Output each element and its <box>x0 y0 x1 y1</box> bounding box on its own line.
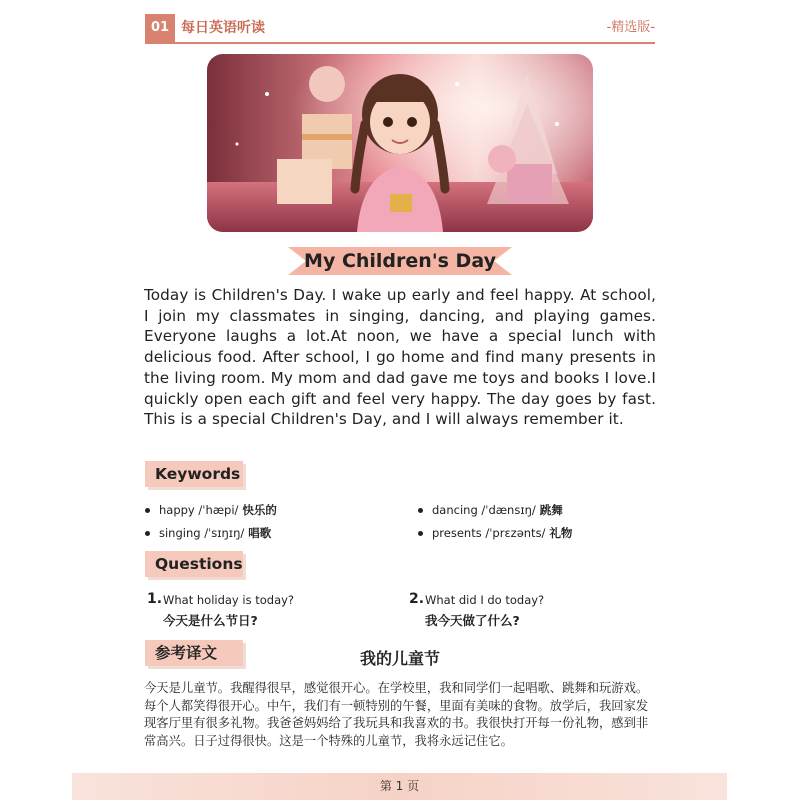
keywords-heading <box>145 461 243 487</box>
questions-heading <box>145 551 243 577</box>
keyword-item: dancing /ˈdænsɪŋ/ 跳舞 <box>418 502 563 518</box>
page-number: 第 1 页 <box>379 779 420 793</box>
lesson-number: 01 <box>145 14 175 42</box>
story-paragraph: Today is Children's Day. I wake up early and feel happy. At school, I join my classmates in singing, dancing, and playing games. Everyone laughs a lot.At noon, we have a special lunch with delicious food. After school, I go home and find many presents in the living room. My mom and dad gave me toys and books I love.I quickly open each gift and feel very happy. The day goes by fast. This is a special Children's Day, and I will always remember it. <box>144 286 656 429</box>
article-title-banner <box>288 244 512 278</box>
keywords-heading-label: Keywords <box>155 465 241 483</box>
translation-heading <box>145 640 243 666</box>
keyword-item: singing /ˈsɪŋɪŋ/ 唱歌 <box>145 525 271 541</box>
bullet-icon <box>145 508 150 513</box>
keyword-item: happy /ˈhæpi/ 快乐的 <box>145 502 277 518</box>
translation-title: 我的儿童节 <box>359 649 440 668</box>
edition-label: -精选版- <box>606 20 655 35</box>
series-title: 每日英语听读 <box>181 20 265 36</box>
translation-paragraph: 今天是儿童节。我醒得很早，感觉很开心。在学校里，我和同学们一起唱歌、跳舞和玩游戏。每个人都笑得很开心。中午，我们有一顿特别的午餐，里面有美味的食物。放学后，我回家发现客厅里有很多礼物。我爸爸妈妈给了我玩具和我喜欢的书。我很快打开每一份礼物，感到非常高兴。日子过得很快。这是一个特殊的儿童节，我将永远记住它。 <box>144 681 649 748</box>
keyword-item: presents /ˈprɛzənts/ 礼物 <box>418 525 572 541</box>
page-header <box>145 14 655 44</box>
hero-illustration <box>207 54 593 232</box>
questions-heading-label: Questions <box>155 555 243 573</box>
bullet-icon <box>418 531 423 536</box>
bullet-icon <box>145 531 150 536</box>
article-title: My Children's Day <box>304 250 496 272</box>
page-footer <box>72 773 727 800</box>
bullet-icon <box>418 508 423 513</box>
translation-heading-label: 参考译文 <box>155 644 218 662</box>
